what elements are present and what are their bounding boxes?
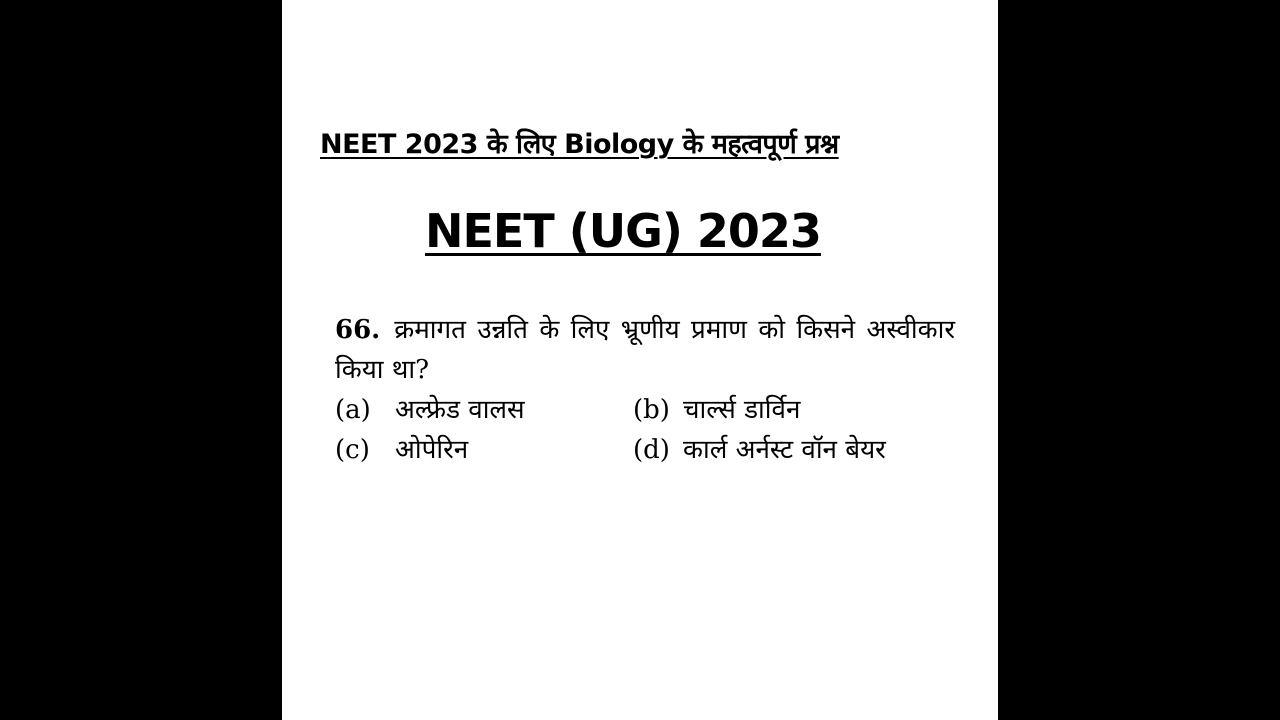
option-label: (c) bbox=[335, 435, 370, 465]
options-row-1 bbox=[335, 390, 955, 430]
option-d bbox=[633, 430, 886, 470]
question-text: क्रमागत उन्नति के लिए भ्रूणीय प्रमाण को किसने अस्वीकार किया था? bbox=[335, 315, 955, 385]
question bbox=[335, 310, 955, 390]
option-text: कार्ल अर्नस्ट वॉन बेयर bbox=[683, 435, 886, 465]
page-heading: NEET 2023 के लिए Biology के महत्वपूर्ण प्रश्न bbox=[320, 129, 839, 160]
options-list bbox=[335, 390, 955, 470]
option-b bbox=[633, 390, 800, 430]
option-text: ओपेरिन bbox=[395, 435, 469, 465]
option-text: चार्ल्स डार्विन bbox=[683, 395, 801, 425]
options-row-2 bbox=[335, 430, 955, 470]
option-label: (b) bbox=[633, 395, 670, 425]
exam-title: NEET (UG) 2023 bbox=[425, 204, 821, 258]
option-label: (d) bbox=[633, 435, 670, 465]
option-text: अल्फ्रेड वालस bbox=[395, 395, 525, 425]
question-number: 66. bbox=[335, 315, 381, 345]
option-a bbox=[335, 390, 525, 430]
option-c bbox=[335, 430, 468, 470]
document-page bbox=[282, 0, 998, 720]
option-label: (a) bbox=[335, 395, 371, 425]
